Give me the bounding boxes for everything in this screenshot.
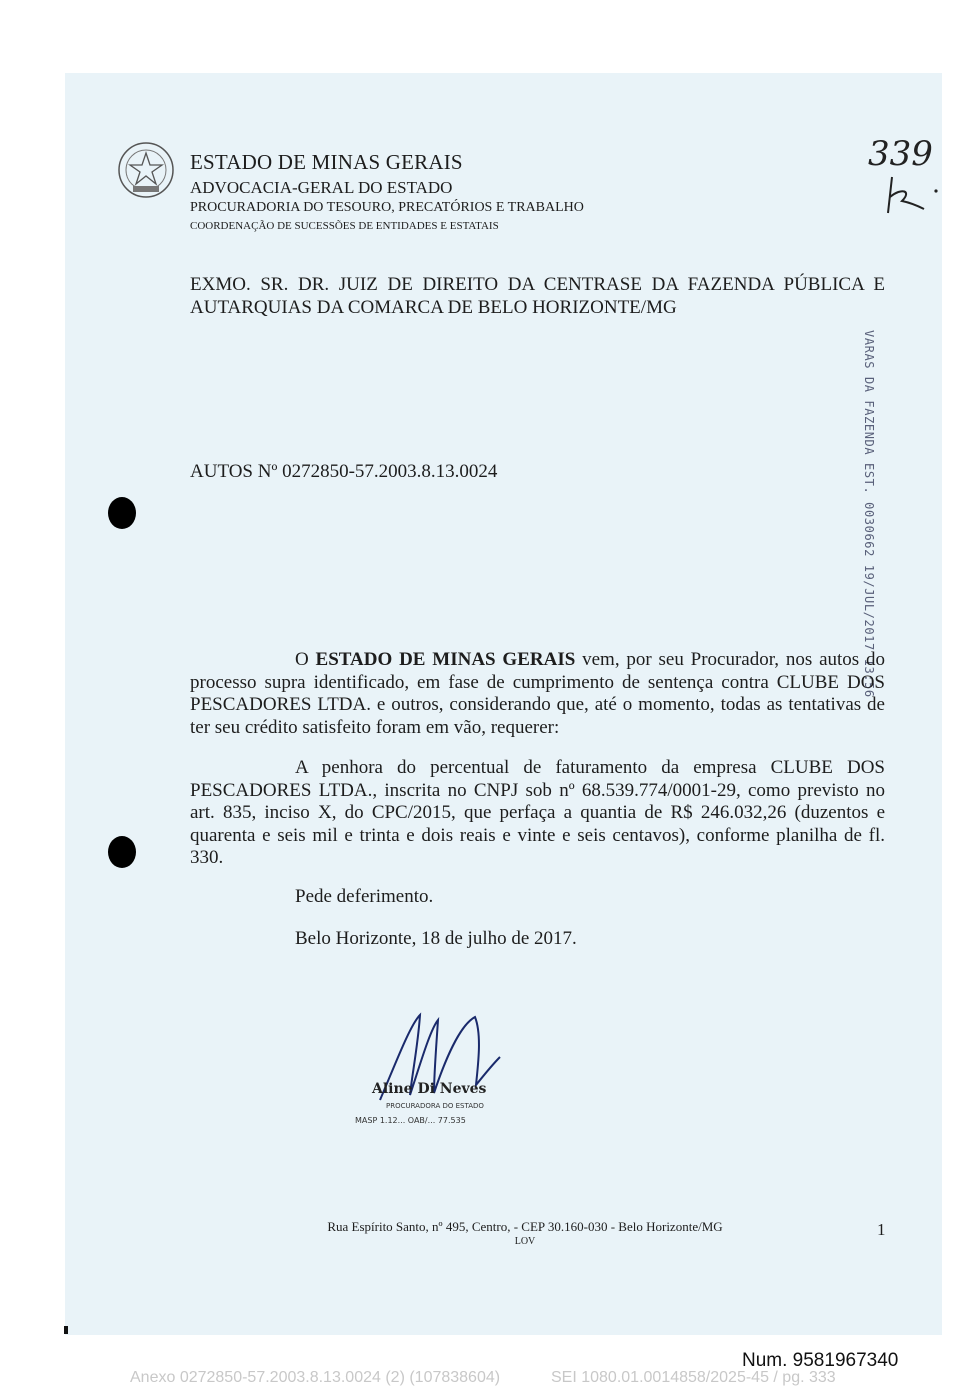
protocol-stamp-text: VARAS DA FAZENDA EST. 0030662 19/JUL/2017 13:56 bbox=[862, 330, 876, 698]
punch-hole bbox=[108, 497, 136, 529]
footer-initials: LOV bbox=[514, 1236, 536, 1247]
svg-text:MASP 1.12... OAB/... 77.535: MASP 1.12... OAB/... 77.535 bbox=[355, 1116, 466, 1125]
party-name: ESTADO DE MINAS GERAIS bbox=[315, 649, 576, 670]
annex-label: Anexo 0272850-57.2003.8.13.0024 (2) (107838604) bbox=[130, 1369, 501, 1386]
svg-text:Aline Di Neves: Aline Di Neves bbox=[372, 1081, 487, 1097]
paragraph-request: O ESTADO DE MINAS GERAIS vem, por seu Procurador, nos autos do processo supra identificado, em fase de cumprimento de sentença contra CLUBE DOS PESCADORES LTDA. e outros, considerando que, até o momento, todas as tentativas de ter seu crédito satisfeito foram em vão, requerer: bbox=[190, 649, 885, 738]
handwritten-page-number bbox=[862, 125, 942, 220]
scan-mark bbox=[64, 1326, 68, 1334]
place-date: Belo Horizonte, 18 de julho de 2017. bbox=[295, 928, 577, 949]
paragraph-penhora: A penhora do percentual de faturamento da empresa CLUBE DOS PESCADORES LTDA., inscrita no CNPJ sob nº 68.539.774/0001-29, como previsto no art. 835, inciso X, do CPC/2015, que perfaça a quantia de R$ 246.032,26 (duzentos e quarenta e seis mil e trinta e dois reais e vinte e seis centavos), conforme planilha de fl. 330. bbox=[190, 757, 885, 868]
protocol-stamp bbox=[858, 330, 876, 700]
addressee-line-1: EXMO. SR. DR. JUIZ DE DIREITO DA CENTRASE DA FAZENDA PÚBLICA E bbox=[190, 274, 885, 295]
addressee-line-2: AUTARQUIAS DA COMARCA DE BELO HORIZONTE/MG bbox=[190, 297, 677, 318]
svg-text:339: 339 bbox=[868, 134, 933, 174]
document-number: Num. 9581967340 bbox=[742, 1350, 899, 1371]
svg-text:PROCURADORA DO ESTADO: PROCURADORA DO ESTADO bbox=[386, 1102, 484, 1110]
closing-line: Pede deferimento. bbox=[295, 886, 434, 907]
footer-page-number: 1 bbox=[877, 1220, 886, 1239]
signature bbox=[350, 1005, 520, 1135]
state-seal-icon bbox=[115, 139, 177, 201]
case-number: AUTOS Nº 0272850-57.2003.8.13.0024 bbox=[190, 461, 498, 482]
header-state: ESTADO DE MINAS GERAIS bbox=[190, 150, 463, 174]
addressee bbox=[190, 273, 885, 319]
header-agency: ADVOCACIA-GERAL DO ESTADO bbox=[190, 178, 453, 197]
sei-reference: SEI 1080.01.0014858/2025-45 / pg. 333 bbox=[551, 1369, 836, 1386]
footer-address: Rua Espírito Santo, nº 495, Centro, - CEP 30.160-030 - Belo Horizonte/MG bbox=[327, 1219, 723, 1234]
header-department: PROCURADORIA DO TESOURO, PRECATÓRIOS E TRABALHO bbox=[190, 200, 584, 215]
header-coordination: COORDENAÇÃO DE SUCESSÕES DE ENTIDADES E ESTATAIS bbox=[190, 220, 499, 232]
punch-hole bbox=[108, 836, 136, 868]
